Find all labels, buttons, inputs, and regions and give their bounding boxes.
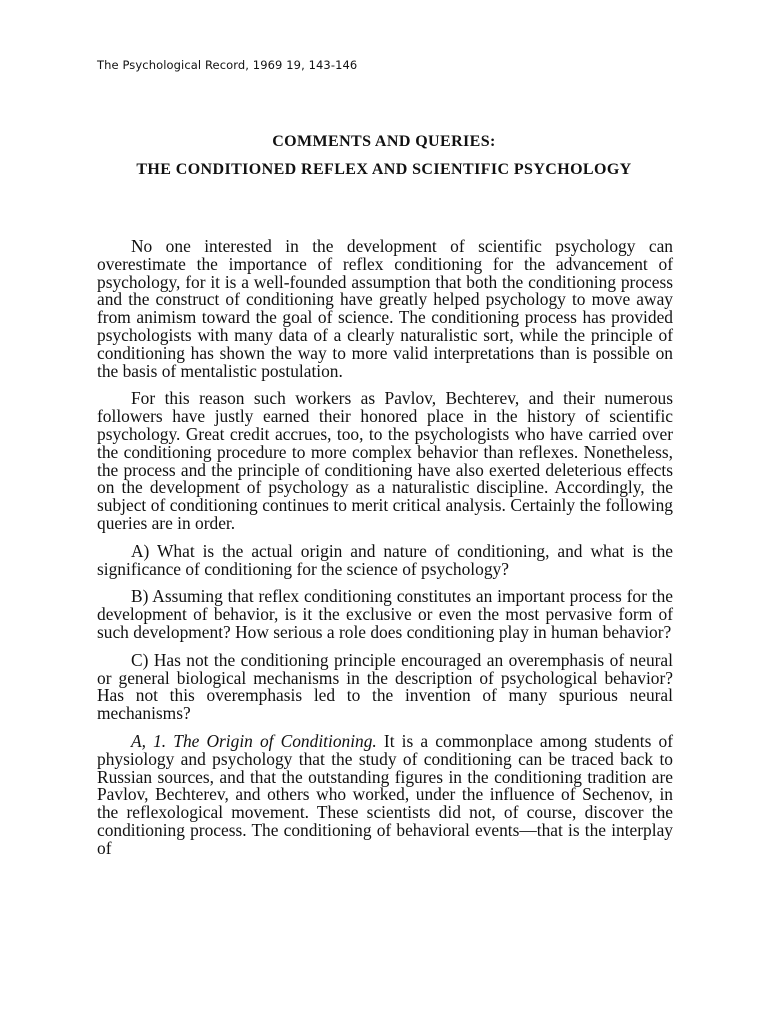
title-line-2: THE CONDITIONED REFLEX AND SCIENTIFIC PSYCHOLOGY xyxy=(136,161,632,178)
paragraph-intro: No one interested in the development of scientific psychology can overestimate the importance of reflex conditioning for the advancement of psychology, for it is a well-founded assumption that both the conditioning process and the construct of conditioning have greatly helped psychology to move away from animism toward the goal of science. The conditioning process has provided psychologists with many data of a clearly naturalistic sort, while the principle of conditioning has shown the way to more valid interpretations than is possible on the basis of mentalistic postulation. xyxy=(97,236,673,381)
paragraph-query-a: A) What is the actual origin and nature of conditioning, and what is the significance of conditioning for the science of psychology? xyxy=(97,540,673,579)
paragraph-section-a1 xyxy=(97,730,673,858)
body-text xyxy=(97,238,673,868)
paragraph-query-b: B) Assuming that reflex conditioning constitutes an important process for the development of behavior, is it the exclusive or even the most pervasive form of such development? How serious a role does conditioning play in human behavior? xyxy=(97,586,673,642)
journal-header: The Psychological Record, 1969 19, 143-146 xyxy=(97,58,358,72)
paragraph-query-c: C) Has not the conditioning principle encouraged an overemphasis of neural or general biological mechanisms in the description of psychological behavior? Has not this overemphasis led to the invention of many spurious neural mechanisms? xyxy=(97,649,673,724)
section-a1-text: It is a commonplace among students of physiology and psychology that the study of conditioning can be traced back to Russian sources, and that the outstanding figures in the conditioning tradition are Pavlov, Bechterev, and others who worked, under the influence of Sechenov, in the reflexological movement. These scientists did not, of course, discover the conditioning process. The conditioning of behavioral events—that is the interplay of xyxy=(97,730,673,858)
title-line-1: COMMENTS AND QUERIES: xyxy=(272,133,496,150)
paragraph-pavlov: For this reason such workers as Pavlov, Bechterev, and their numerous followers have justly earned their honored place in the history of scientific psychology. Great credit accrues, too, to the psychologists who have carried over the conditioning procedure to more complex behavior than reflexes. Nonetheless, the process and the principle of conditioning have also exerted deleterious effects on the development of psychology as a naturalistic discipline. Accordingly, the subject of conditioning continues to merit critical analysis. Certainly the following queries are in order. xyxy=(97,388,673,533)
section-a1-heading: A, 1. The Origin of Conditioning. xyxy=(131,730,377,751)
